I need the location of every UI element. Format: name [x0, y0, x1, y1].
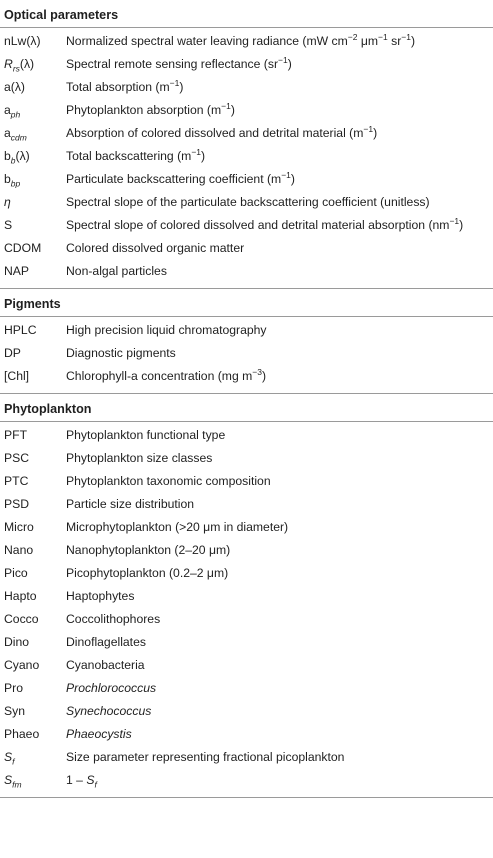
abbreviation-cell: $S_{fm}$	[4, 773, 22, 790]
table-row	[0, 631, 493, 654]
table-bottom-rule	[0, 797, 493, 798]
definition-cell: Normalized spectral water leaving radiance (mW $cm^{-2}$ $\mu m^{-1}$ $sr^{-1}$)	[66, 31, 416, 48]
table-row	[0, 53, 493, 76]
definition-cell: Diagnostic pigments	[66, 346, 176, 360]
definition-cell: Phytoplankton absorption $(m^{-1})$	[66, 100, 235, 117]
abbreviation-cell: HPLC	[4, 323, 37, 337]
definition-cell: Haptophytes	[66, 589, 135, 603]
section-pigments	[0, 288, 493, 393]
definition-cell: Spectral slope of the particulate backscattering coefficient (unitless)	[66, 195, 430, 209]
definition-cell: $1 - S_f$	[66, 773, 97, 790]
definition-cell: Absorption of colored dissolved and detrital material $(m^{-1})$	[66, 123, 378, 140]
table-row	[0, 214, 493, 237]
abbreviation-cell: [Chl]	[4, 369, 30, 383]
definition-cell: Colored dissolved organic matter	[66, 241, 245, 255]
table-row	[0, 122, 493, 145]
table-row	[0, 654, 493, 677]
table-row	[0, 237, 493, 260]
section-optical-parameters	[0, 0, 493, 288]
definition-cell: Phytoplankton size classes	[66, 451, 213, 465]
table-row	[0, 191, 493, 214]
definition-cell: Nanophytoplankton (2–20 μm)	[66, 543, 231, 557]
abbreviation-cell: Cyano	[4, 658, 40, 672]
definition-cell: High precision liquid chromatography	[66, 323, 267, 337]
table-row	[0, 769, 493, 792]
table-row	[0, 365, 493, 388]
table-row	[0, 260, 493, 283]
table-row	[0, 447, 493, 470]
abbreviation-cell: S	[4, 218, 13, 232]
definition-cell: Spectral remote sensing reflectance $(sr^{-1})$	[66, 54, 292, 71]
definition-cell: Phytoplankton taxonomic composition	[66, 474, 271, 488]
abbreviation-cell: Cocco	[4, 612, 39, 626]
abbreviation-cell: $b_{bp}$	[4, 172, 21, 189]
abbreviation-cell: $a_{cdm}$	[4, 126, 27, 143]
table-row	[0, 319, 493, 342]
abbreviation-cell: $a_{ph}$	[4, 103, 21, 120]
table-row	[0, 516, 493, 539]
section-header: Phytoplankton	[0, 394, 493, 422]
definition-cell: Synechococcus	[66, 704, 152, 718]
definition-cell: Total absorption $(m^{-1})$	[66, 77, 184, 94]
section-phytoplankton	[0, 393, 493, 797]
definition-cell: Microphytoplankton (>20 μm in diameter)	[66, 520, 289, 534]
abbreviation-cell: Pro	[4, 681, 23, 695]
table-row	[0, 539, 493, 562]
abbreviation-cell: PFT	[4, 428, 28, 442]
table-row	[0, 168, 493, 191]
abbreviation-cell: Dino	[4, 635, 30, 649]
table-row	[0, 562, 493, 585]
table-row	[0, 585, 493, 608]
abbreviation-cell: $b_b(\lambda)$	[4, 149, 30, 166]
section-header: Optical parameters	[0, 0, 493, 28]
definition-cell: Picophytoplankton (0.2–2 μm)	[66, 566, 229, 580]
definition-cell: Phaeocystis	[66, 727, 132, 741]
abbreviation-cell: CDOM	[4, 241, 42, 255]
abbreviation-cell: Phaeo	[4, 727, 40, 741]
definition-cell: Dinoflagellates	[66, 635, 146, 649]
table-row	[0, 30, 493, 53]
definition-cell: Chlorophyll-a concentration (mg $m^{-3}$)	[66, 366, 267, 383]
definition-cell: Cyanobacteria	[66, 658, 145, 672]
table-row	[0, 746, 493, 769]
abbreviation-cell: Syn	[4, 704, 26, 718]
abbreviation-cell: PSD	[4, 497, 30, 511]
abbreviation-cell: Micro	[4, 520, 34, 534]
table-row	[0, 470, 493, 493]
abbreviation-cell: PTC	[4, 474, 29, 488]
table-row	[0, 493, 493, 516]
table-row	[0, 76, 493, 99]
section-header: Pigments	[0, 289, 493, 317]
table-row	[0, 145, 493, 168]
abbreviation-cell: Hapto	[4, 589, 37, 603]
table-row	[0, 99, 493, 122]
definition-cell: Total backscattering $(m^{-1})$	[66, 146, 206, 163]
abbreviation-cell: PSC	[4, 451, 30, 465]
table-row	[0, 608, 493, 631]
table-row	[0, 342, 493, 365]
definition-cell: Phytoplankton functional type	[66, 428, 226, 442]
definition-cell: Particle size distribution	[66, 497, 195, 511]
abbreviation-cell: $R_{rs}(\lambda)$	[4, 57, 35, 74]
definition-cell: Coccolithophores	[66, 612, 161, 626]
definition-cell: Prochlorococcus	[66, 681, 157, 695]
abbreviation-cell: a(λ)	[4, 80, 25, 94]
abbreviation-cell: nLw(λ)	[4, 34, 41, 48]
table-row	[0, 677, 493, 700]
abbreviation-cell: Nano	[4, 543, 34, 557]
table-row	[0, 424, 493, 447]
abbreviation-cell: NAP	[4, 264, 30, 278]
definition-cell: Spectral slope of colored dissolved and detrital material absorption $(nm^{-1})$	[66, 215, 464, 232]
abbreviation-cell: DP	[4, 346, 21, 360]
definition-cell: Particulate backscattering coefficient $(m^{-1})$	[66, 169, 295, 186]
abbreviation-cell: Pico	[4, 566, 28, 580]
abbreviation-cell: $S_f$	[4, 750, 15, 767]
table-row	[0, 700, 493, 723]
table-row	[0, 723, 493, 746]
definition-cell: Size parameter representing fractional picoplankton	[66, 750, 345, 764]
definition-cell: Non-algal particles	[66, 264, 167, 278]
abbreviation-cell: η	[4, 195, 11, 209]
